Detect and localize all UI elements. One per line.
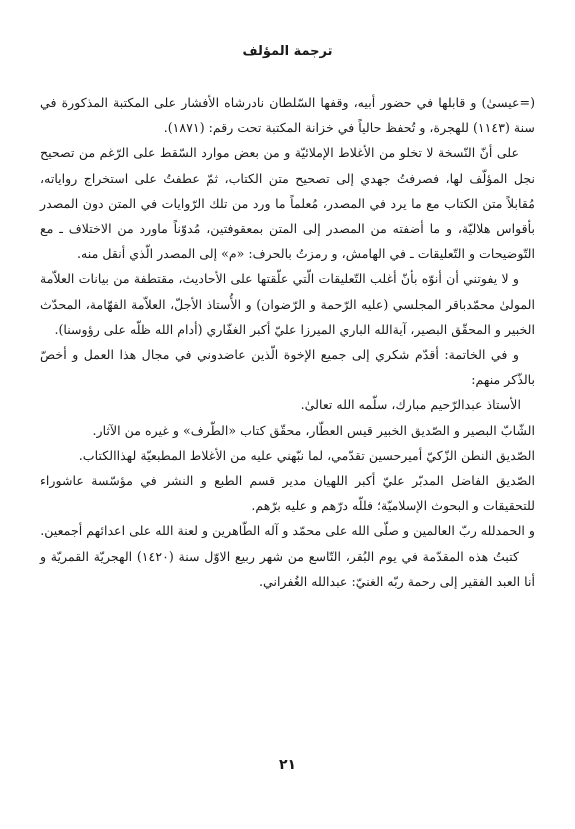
paragraph-manuscript-info: (=عيسىٰ) و قابلها في حضور أبيه، وقفها السّلطان نادرشاه الأفشار على المكتبة المذكورة في سنة (١١٤٣) للهجرة، و تُحفظ حالياً في خزانة المكتبة تحت رقم: (١٨٧١). bbox=[40, 95, 535, 136]
acknowledgement-item: الصّديق النطن الزّكيّ أميرحسين تقدّمي، لما نبّهني عليه من الأغلاط المطبعيّة لهذاالكتاب. bbox=[78, 447, 535, 463]
main-text bbox=[40, 90, 535, 594]
paragraph-editing-method: على أنّ النّسخة لا تخلو من الأغلاط الإملائيّة و من بعض موارد السّقط على الرّغم من تصحيح نجل المؤلّف لها، فصرفتُ جهدي إلى تصحيح متن الكتاب، ثمّ عطفتُ على استخراج رواياته، مُقابلاً متن الكتاب مع ما يرد في المصدر، مُعلماً ما ورد من تلك الرّوايات في المتن دون المصدر بأقواس هلاليّة، و ما أضفته من المصدر إلى المتن بمعقوفتين، مُدوّناً ماورد من الاختلاف ـ مع التّوضيحات و التّعليقات ـ في الهامش، و رمزتُ بالحرف: «م» إلى المصدر الّذي أنقل منه. bbox=[40, 145, 535, 262]
acknowledgement-item: الشّابّ البصير و الصّديق الخبير قيس العطّار، محقّق كتاب «الطّرف» و غيره من الآثار. bbox=[92, 422, 535, 438]
running-header: ترجمة المؤلف bbox=[242, 44, 333, 59]
paragraph-acknowledgements-intro: و في الخاتمة: أقدّم شكري إلى جميع الإخوة الّذين عاضدوني في مجال هذا العمل و أخصّ بالذّكر منهم: bbox=[40, 347, 535, 388]
page-number: ٢١ bbox=[278, 757, 297, 773]
closing-praise: و الحمدلله ربّ العالمين و صلّى الله على محمّد و آله الطّاهرين و لعنة الله على اعدائهم أجمعين. bbox=[40, 523, 535, 539]
acknowledgement-item: الأستاذ عبدالرّحيم مبارك، سلّمه الله تعالىٰ. bbox=[300, 397, 521, 413]
closing-signature: كتبتُ هذه المقدّمة في يوم البُقر، التّاسع من شهر ربيع الاوّل سنة (١٤٢٠) الهجريّة القمريّة و أنا العبد الفقير إلى رحمة ربّه الغنيّ: عبدالله الغُفراني. bbox=[40, 548, 535, 589]
paragraph-annotations: و لا يفوتني أن أنوّه بأنّ أغلب التّعليقات الّتي علّقتها على الأحاديث، مقتطفة من بيانات العلاّمة المولىٰ محمّدباقر المجلسي (عليه الرّحمة و الرّضوان) و الأُستاذ الأجلّ، العلاّمة الفهّامة، المحدّث الخبير و المحقّق البصير، آيةالله الباري الميرزا عليّ أكبر الغفّاري (أدام الله ظلّه على رؤوسنا). bbox=[40, 271, 535, 337]
acknowledgement-item: الصّديق الفاضل المدبّر عليّ أكبر اللهيان مدير قسم الطبع و النشر في مؤسّسة عاشوراء للتحقيقات و البحوث الإسلاميّة؛ فللّه درّهم و عليه برّهم. bbox=[40, 473, 535, 514]
